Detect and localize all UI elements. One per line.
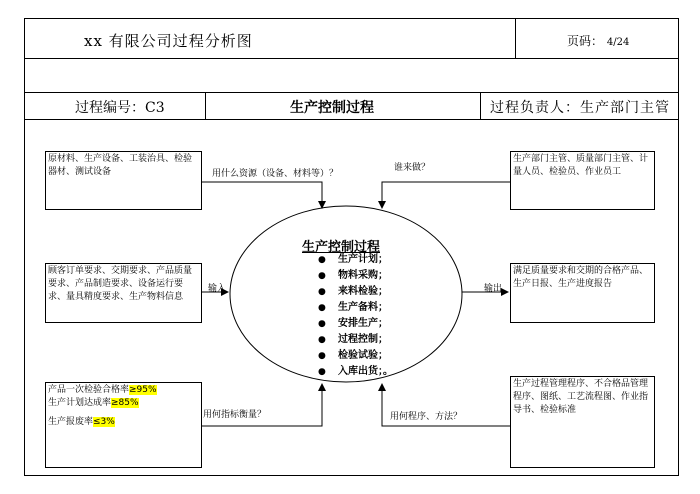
input-box: 顾客订单要求、交期要求、产品质量要求、产品制造要求、设备运行要求、量具精度要求、生产物料信息: [45, 263, 202, 323]
process-step: ● 安排生产；: [318, 316, 393, 332]
methods-question: 用何程序、方法？: [390, 412, 463, 422]
methods-box: 生产过程管理程序、不合格品管理程序、图纸、工艺流程图、作业指导书、检验标准: [510, 376, 655, 468]
metrics-box: [45, 382, 202, 468]
page-value: 4/24: [606, 37, 630, 48]
metrics-question: 用何指标衡量？: [203, 410, 267, 420]
process-step: ● 生产计划；: [318, 252, 393, 268]
output-label: 输出: [484, 284, 503, 294]
metric-1: 产品一次检验合格率≥95%: [48, 385, 157, 395]
metric-3-value: ≤3%: [93, 417, 115, 427]
process-step: ● 物料采购；: [318, 268, 393, 284]
resources-question: 用什么资源（设备、材料等）？: [212, 169, 339, 179]
document-title: xx 有限公司过程分析图: [84, 32, 253, 50]
who-arrow: [382, 182, 510, 208]
input-label: 输入: [208, 284, 227, 294]
who-question: 谁来做？: [394, 163, 431, 173]
process-step: ● 检验试验；: [318, 348, 393, 364]
resources-box: 原材料、生产设备、工装治具、检验器材、测试设备: [45, 151, 202, 210]
process-step: ● 入库出货；。: [318, 364, 393, 380]
process-owner: 过程负责人：生产部门主管: [490, 100, 670, 116]
output-box: 满足质量要求和交期的合格产品、生产日报、生产进度报告: [510, 263, 655, 323]
metric-1-value: ≥95%: [129, 385, 157, 395]
process-steps: [318, 252, 393, 380]
metric-3: 生产报废率≤3%: [48, 417, 115, 427]
process-title: 生产控制过程: [302, 240, 381, 255]
process-step: ● 生产备料；: [318, 300, 393, 316]
who-box: 生产部门主管、质量部门主管、计量人员、检验员、作业员工: [510, 151, 655, 210]
page-label: 页码：: [567, 34, 604, 48]
process-code: 过程编号：C3: [75, 100, 165, 116]
process-name: 生产控制过程: [290, 100, 374, 116]
metric-2: 生产计划达成率≥85%: [48, 398, 139, 408]
resources-arrow: [202, 182, 322, 208]
process-step: ● 过程控制；: [318, 332, 393, 348]
process-step: ● 来料检验；: [318, 284, 393, 300]
metric-2-value: ≥85%: [111, 398, 139, 408]
